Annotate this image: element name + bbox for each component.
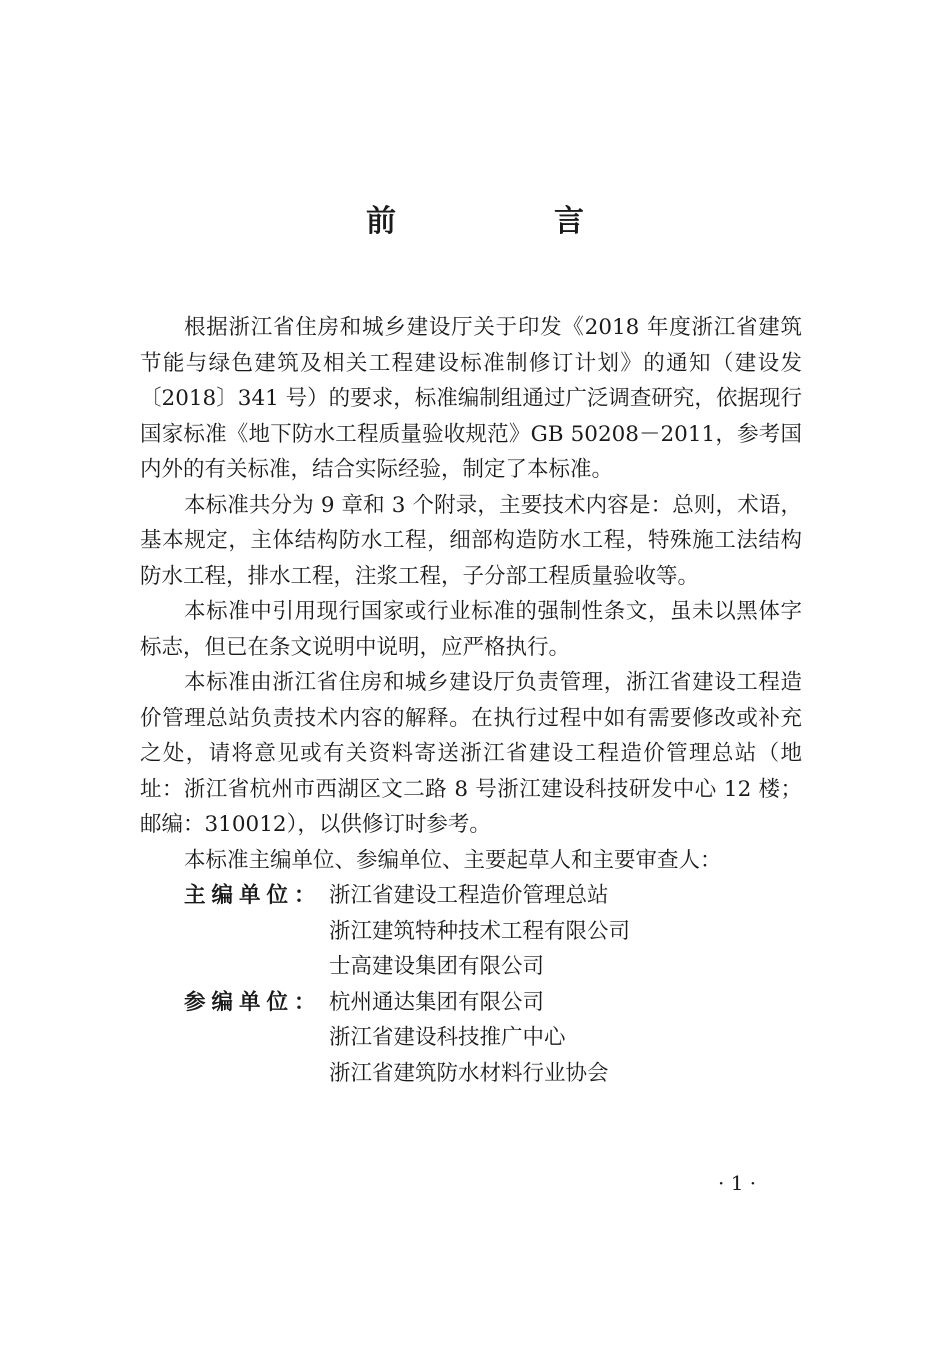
participating-label: 参编单位： [184, 989, 322, 1015]
org-item: 士高建设集团有限公司 [329, 954, 545, 979]
paragraph-units-intro: 本标准主编单位、参编单位、主要起草人和主要审查人： [184, 847, 722, 873]
paragraph-mandatory: 本标准中引用现行国家或行业标准的强制性条文，虽未以黑体字标志，但已在条文说明中说明，应严格执行。 [140, 599, 802, 660]
chief-editor-orgs [329, 878, 802, 985]
org-item: 浙江省建筑防水材料行业协会 [329, 1060, 609, 1086]
participating-orgs [329, 985, 802, 1092]
chief-editor-row [140, 878, 802, 985]
org-item: 浙江省建设工程造价管理总站 [329, 883, 609, 908]
org-item: 浙江建筑特种技术工程有限公司 [329, 918, 631, 944]
paragraph-background: 根据浙江省住房和城乡建设厅关于印发《2018 年度浙江省建筑节能与绿色建筑及相关工程建设标准制修订计划》的通知（建设发〔2018〕341 号）的要求，标准编制组通过广泛调查研究，依据现行国家标准《地下防水工程质量验收规范》GB 50208－2011，参考国内外的有关标准，结合实际经验，制定了本标准。 [140, 315, 802, 482]
chief-editor-label: 主编单位： [184, 883, 322, 908]
org-item: 杭州通达集团有限公司 [329, 989, 545, 1015]
org-item: 浙江省建设科技推广中心 [329, 1025, 566, 1050]
page-number: · 1 · [718, 1171, 757, 1195]
paragraph-management: 本标准由浙江省住房和城乡建设厅负责管理，浙江省建设工程造价管理总站负责技术内容的解释。在执行过程中如有需要修改或补充之处，请将意见或有关资料寄送浙江省建设工程造价管理总站（地址：浙江省杭州市西湖区文二路 8 号浙江建设科技研发中心 12 楼；邮编：310012），以供修订时参考。 [140, 670, 802, 837]
paragraph-contents: 本标准共分为 9 章和 3 个附录，主要技术内容是：总则，术语，基本规定，主体结构防水工程，细部构造防水工程，特殊施工法结构防水工程，排水工程，注浆工程，子分部工程质量验收等。 [140, 492, 802, 589]
page-title: 前 言 [366, 204, 648, 239]
signatories [140, 878, 802, 1091]
participating-row [140, 985, 802, 1092]
preface-body [140, 310, 802, 1091]
